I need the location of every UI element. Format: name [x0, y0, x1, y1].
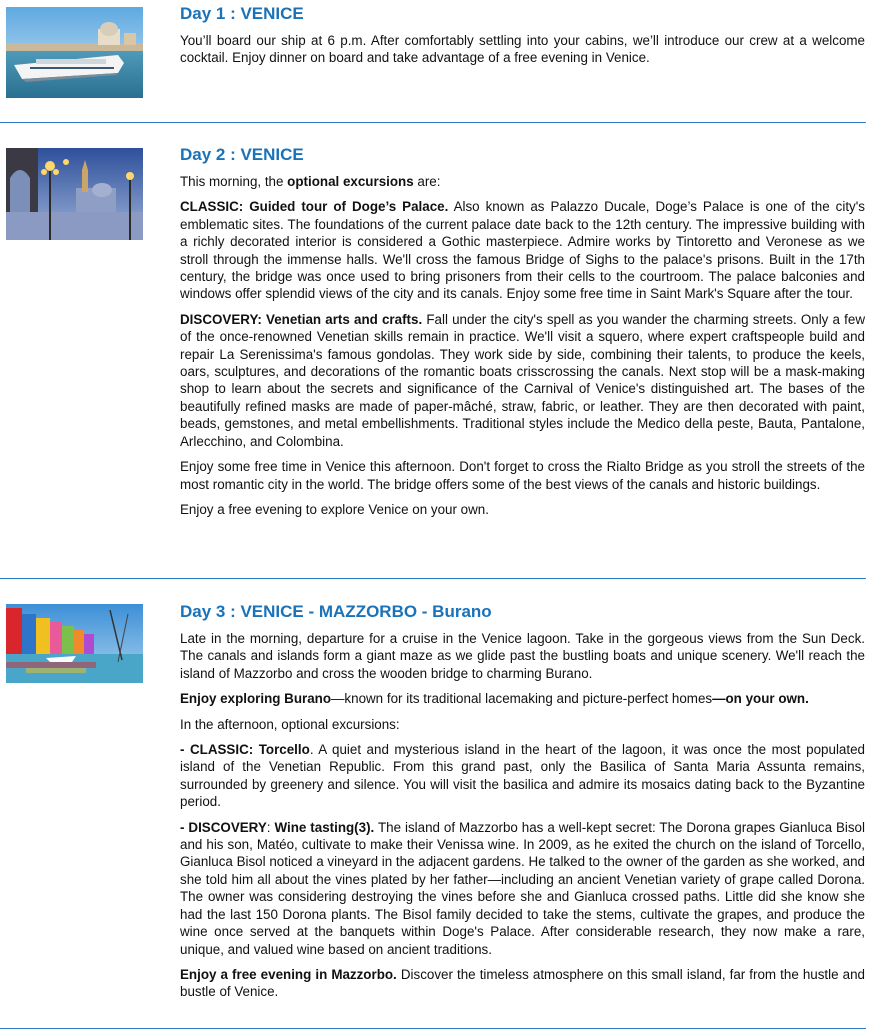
excursion-title: - DISCOVERY — [180, 819, 267, 835]
emphasis: Enjoy exploring Burano — [180, 691, 332, 707]
day-3-afternoon-intro: In the afternoon, optional excursions: — [180, 716, 400, 732]
day-2-discovery-excursion — [180, 311, 865, 450]
day-1-photo-cruise-ship — [6, 7, 143, 98]
excursion-text: The island of Mazzorbo has a well-kept secret: The Dorona grapes Gianluca Bisol and his son, Matéo, cultivate to make their Venissa wine. In 2009, as he exited the church on the island of Torcello, Gianluca Bisol noticed a vineyard in the adjacent gardens. He talked to the owner of the garden as she worked, and she told him all about the vines plated by her father—including an ancient Venetian variety of grape called Dorona. The owner was considering destroying the vines before she and Gianluca crossed paths. Little did she know she had the last 150 Dorona plants. The Bisol family decided to take the stems, cultivate the grapes, and produce the wine once served at the banquets within Doge's Palace. After considerable research, they now make a rare, unique, and valued wine based on ancient traditions. — [180, 819, 865, 957]
text: : — [266, 819, 275, 835]
day-3-title: Day 3 : VENICE - MAZZORBO - Burano — [180, 602, 492, 621]
day-2-intro — [180, 173, 865, 190]
divider — [0, 578, 866, 579]
day-3-morning: Late in the morning, departure for a cruise in the Venice lagoon. Take in the gorgeous views from the Sun Deck. The canals and islands form a giant maze as we glide past the bustling boats and unique scenery. We'll reach the island of Mazzorbo and cross the wooden bridge to charming Burano. — [180, 631, 865, 681]
text: are: — [413, 174, 441, 189]
emphasis: optional excursions — [287, 174, 414, 189]
day-2-classic-excursion — [180, 198, 865, 302]
day-3-discovery-excursion — [180, 819, 865, 958]
divider — [0, 1028, 866, 1029]
day-2-title: Day 2 : VENICE — [180, 145, 304, 164]
day-1-title: Day 1 : VENICE — [180, 4, 304, 23]
excursion-title: - CLASSIC: Torcello — [180, 742, 310, 758]
text: —known for its traditional lacemaking and picture-perfect homes — [331, 691, 713, 707]
day-3-burano — [180, 690, 865, 707]
excursion-title: CLASSIC: Guided tour of Doge’s Palace. — [180, 199, 449, 215]
excursion-text: Also known as Palazzo Ducale, Doge’s Palace is one of the city's emblematic sites. The foundations of the current palace date back to the 12th century. The impressive building with a richly decorated interior is considered a Gothic masterpiece. Admire works by Tintoretto and Veronese as we stroll through the immense halls. We'll cross the famous Bridge of Sighs to the palace's prisons. Built in the 17th century, the bridge was once used to bring prisoners from their cells to the courtroom. The palace balconies and windows offer splendid views of the city and its canals. Enjoy some free time in Saint Mark's Square after the tour. — [180, 199, 865, 302]
day-2-evening: Enjoy a free evening to explore Venice on your own. — [180, 501, 489, 517]
day-1-paragraph: You’ll board our ship at 6 p.m. After comfortably settling into your cabins, we’ll introduce our crew at a welcome cocktail. Enjoy dinner on board and take advantage of a free evening in Venice. — [180, 33, 865, 66]
day-2-afternoon: Enjoy some free time in Venice this afternoon. Don't forget to cross the Rialto Bridge as you stroll the streets of the most romantic city in the world. The bridge offers some of the best views of the canals and historic buildings. — [180, 459, 865, 492]
day-3-evening — [180, 966, 865, 1001]
excursion-subtitle: Wine tasting(3). — [274, 819, 375, 835]
excursion-text: Fall under the city's spell as you wander the charming streets. Only a few of the once-renowned Venetian skills remain in practice. We'll visit a squero, where expert craftspeople build and repair La Serenissima's famous gondolas. They work side by side, combining their talents, to produce the keels, oars, sculptures, and decorations of the romantic boats crisscrossing the canals. Next stop will be a mask-making shop to learn about the secrets and significance of the Carnival of Venice's distinguished art. The bases of the beautifully refined masks are made of paper-mâché, straw, fabric, or leather. They are then decorated with paint, beads, gemstones, and metal embellishments. Traditional styles include the Medico della peste, Bauta, Pantalone, Arlecchino, and Colombina. — [180, 311, 866, 449]
excursion-title: DISCOVERY: Venetian arts and crafts. — [180, 311, 423, 327]
day-3-classic-excursion — [180, 741, 865, 811]
text: Discover the timeless atmosphere on this small island, far from the hustle and bustle of Venice. — [180, 966, 865, 1000]
excursion-text: . A quiet and mysterious island in the heart of the lagoon, it was once the most populated island of the Venetian Republic. From this grand past, only the Basilica of Santa Maria Assunta remains, surrounded by greenery and silence. You will visit the basilica and admire its mosaics dating back to the Byzantine period. — [180, 742, 865, 810]
day-2-photo-saint-marks — [6, 148, 143, 240]
day-3-photo-burano — [6, 604, 143, 683]
emphasis: —on your own. — [712, 691, 809, 707]
text: This morning, the — [180, 174, 288, 189]
divider — [0, 122, 866, 123]
emphasis: Enjoy a free evening in Mazzorbo. — [180, 966, 397, 982]
